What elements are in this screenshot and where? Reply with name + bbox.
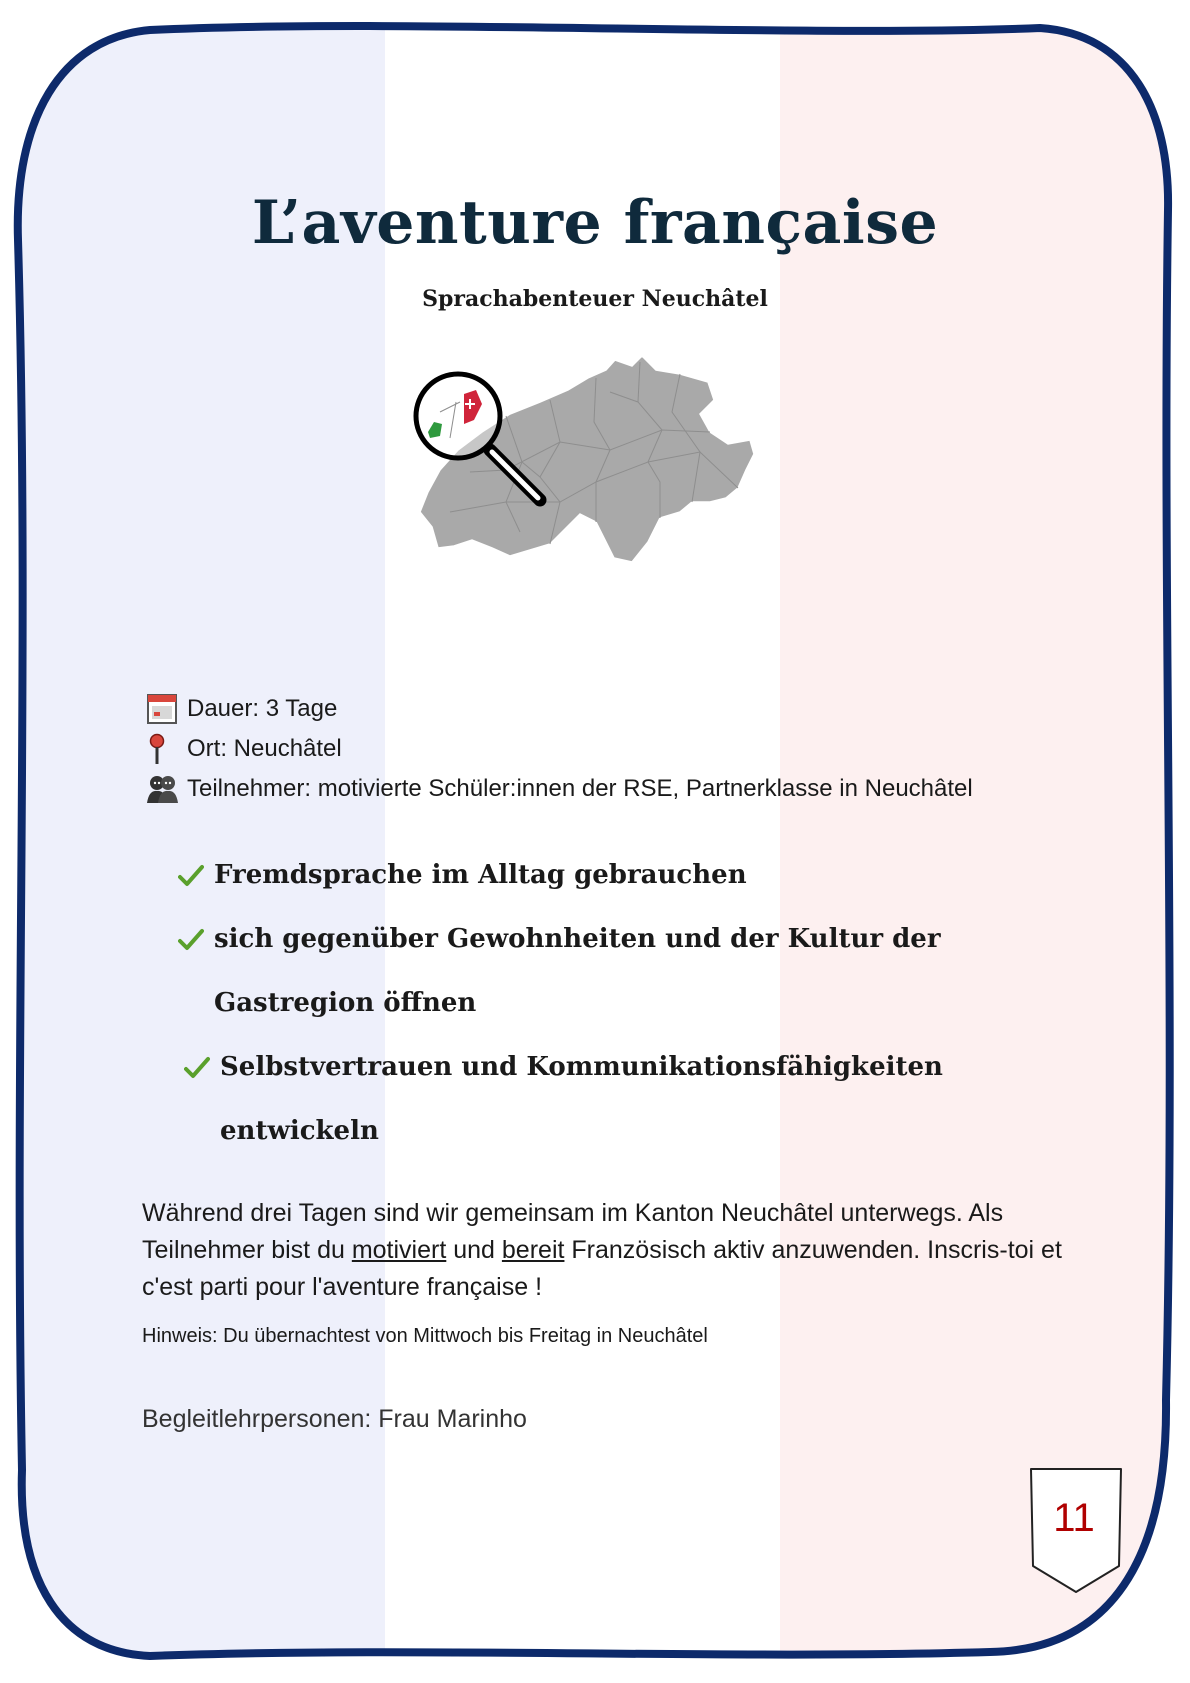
info-duration [145,692,337,726]
page-number: 11 [1053,1496,1095,1540]
description-part-3: Französisch aktiv anzuwenden. Inscris-toi et c'est parti pour l'aventure française ! [142,1236,1062,1301]
goal-item-2: sich gegenüber Gewohnheiten und der Kultur der [214,924,941,954]
location-text: Ort: Neuchâtel [187,735,342,762]
page-subtitle: Sprachabenteuer Neuchâtel [422,286,768,312]
description-paragraph [142,1195,1062,1306]
underlined-motiviert: motiviert [351,1236,447,1264]
underlined-bereit: bereit [501,1236,565,1264]
page-title: L’aventure française [251,188,939,258]
goal-item-3: Selbstvertrauen und Kommunikationsfähigkeiten [220,1052,943,1082]
duration-text: Dauer: 3 Tage [187,695,338,722]
checkmark-icon [184,1056,210,1080]
description-part-1: Während drei Tagen sind wir gemeinsam im Kanton Neuchâtel unterwegs. Als Teilnehmer bist du [142,1199,1004,1264]
info-participants [145,772,973,806]
people-icon [145,772,179,806]
checkmark-icon [178,864,204,888]
description-part-2: und [446,1236,502,1264]
participants-text: Teilnehmer: motivierte Schüler:innen der RSE, Partnerklasse in Neuchâtel [187,775,973,802]
checkmark-icon [178,928,204,952]
info-location [145,732,342,766]
switzerland-map-magnifier-icon [410,352,760,582]
accommodation-note: Hinweis: Du übernachtest von Mittwoch bis Freitag in Neuchâtel [142,1325,708,1347]
teachers-line: Begleitlehrpersonen: Frau Marinho [142,1405,527,1433]
goal-item-2-continued: Gastregion öffnen [214,988,477,1018]
calendar-icon [145,692,179,726]
map-pin-icon [145,732,179,766]
goal-item-3-continued: entwickeln [220,1116,379,1146]
goal-item-1: Fremdsprache im Alltag gebrauchen [214,860,747,890]
